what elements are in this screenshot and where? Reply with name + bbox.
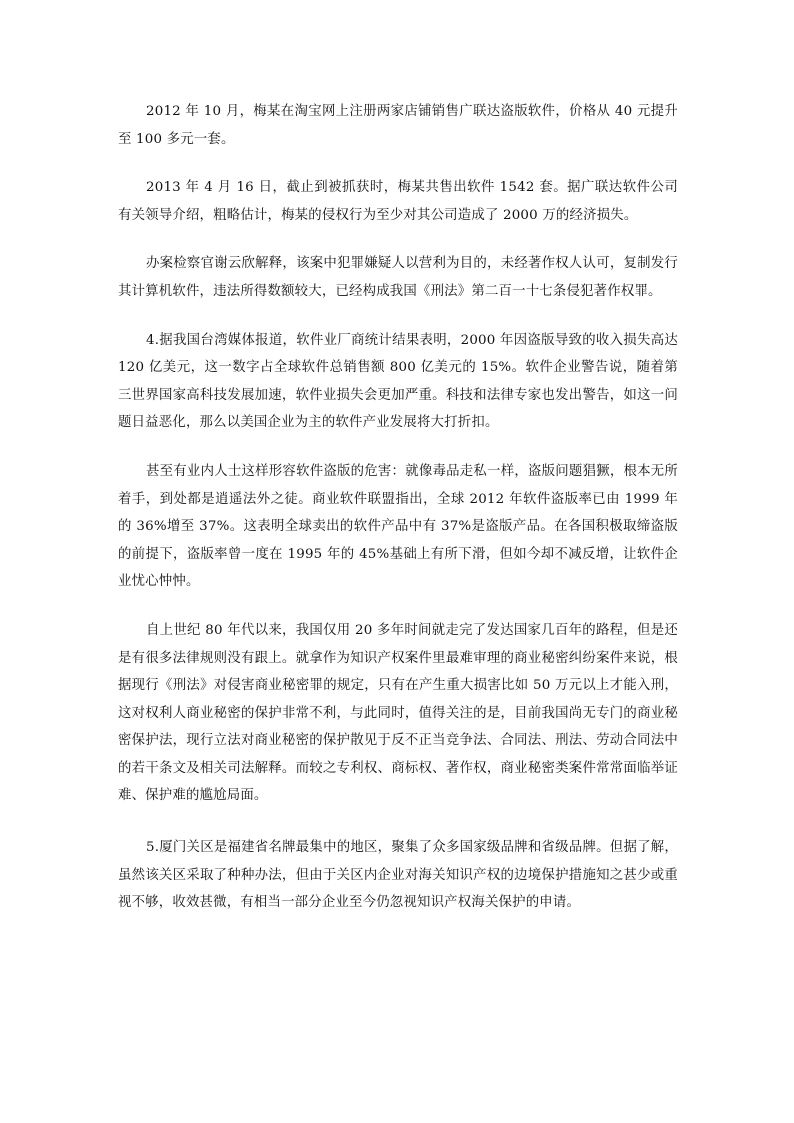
paragraph-1: 2012 年 10 月，梅某在淘宝网上注册两家店铺销售广联达盗版软件，价格从 40 元提升至 100 多元一套。	[118, 104, 678, 147]
paragraph-5: 甚至有业内人士这样形容软件盗版的危害：就像毒品走私一样，盗版问题猖獗，根本无所着手，到处都是逍遥法外之徒。商业软件联盟指出，全球 2012 年软件盗版率已由 1999 年的 36%增至 37%。这表明全球卖出的软件产品中有 37%是盗版产品。在各国积极取缔盗版的前提下，盗版率曾一度在 1995 年的 45%基础上有所下滑，但如今却不减反增，让软件企业忧心忡忡。	[118, 463, 678, 590]
paragraph-7: 5.厦门关区是福建省名牌最集中的地区，聚集了众多国家级品牌和省级品牌。但据了解，虽然该关区采取了种种办法，但由于关区内企业对海关知识产权的边境保护措施知之甚少或重视不够，收效甚微，有相当一部分企业至今仍忽视知识产权海关保护的申请。	[118, 840, 678, 911]
paragraph-6: 自上世纪 80 年代以来，我国仅用 20 多年时间就走完了发达国家几百年的路程，但是还是有很多法律规则没有跟上。就拿作为知识产权案件里最难审理的商业秘密纠纷案件来说，根据现行《刑法》对侵害商业秘密罪的规定，只有在产生重大损害比如 50 万元以上才能入刑，这对权利人商业秘密的保护非常不利，与此同时，值得关注的是，目前我国尚无专门的商业秘密保护法，现行立法对商业秘密的保护散见于反不正当竞争法、合同法、刑法、劳动合同法中的若干条文及相关司法解释。而较之专利权、商标权、著作权，商业秘密类案件常常面临举证难、保护难的尴尬局面。	[118, 622, 678, 804]
paragraph-4: 4.据我国台湾媒体报道，软件业厂商统计结果表明，2000 年因盗版导致的收入损失高达 120 亿美元，这一数字占全球软件总销售额 800 亿美元的 15%。软件企业警告说，随着第三世界国家高科技发展加速，软件业损失会更加严重。科技和法律专家也发出警告，如这一问题日益恶化，那么以美国企业为主的软件产业发展将大打折扣。	[118, 332, 678, 431]
document-body	[118, 98, 678, 938]
paragraph-2: 2013 年 4 月 16 日，截止到被抓获时，梅某共售出软件 1542 套。据广联达软件公司有关领导介绍，粗略估计，梅某的侵权行为至少对其公司造成了 2000 万的经济损失。	[118, 180, 678, 223]
paragraph-3: 办案检察官谢云欣解释，该案中犯罪嫌疑人以营利为目的，未经著作权人认可，复制发行其计算机软件，违法所得数额较大，已经构成我国《刑法》第二百一十七条侵犯著作权罪。	[118, 256, 678, 299]
